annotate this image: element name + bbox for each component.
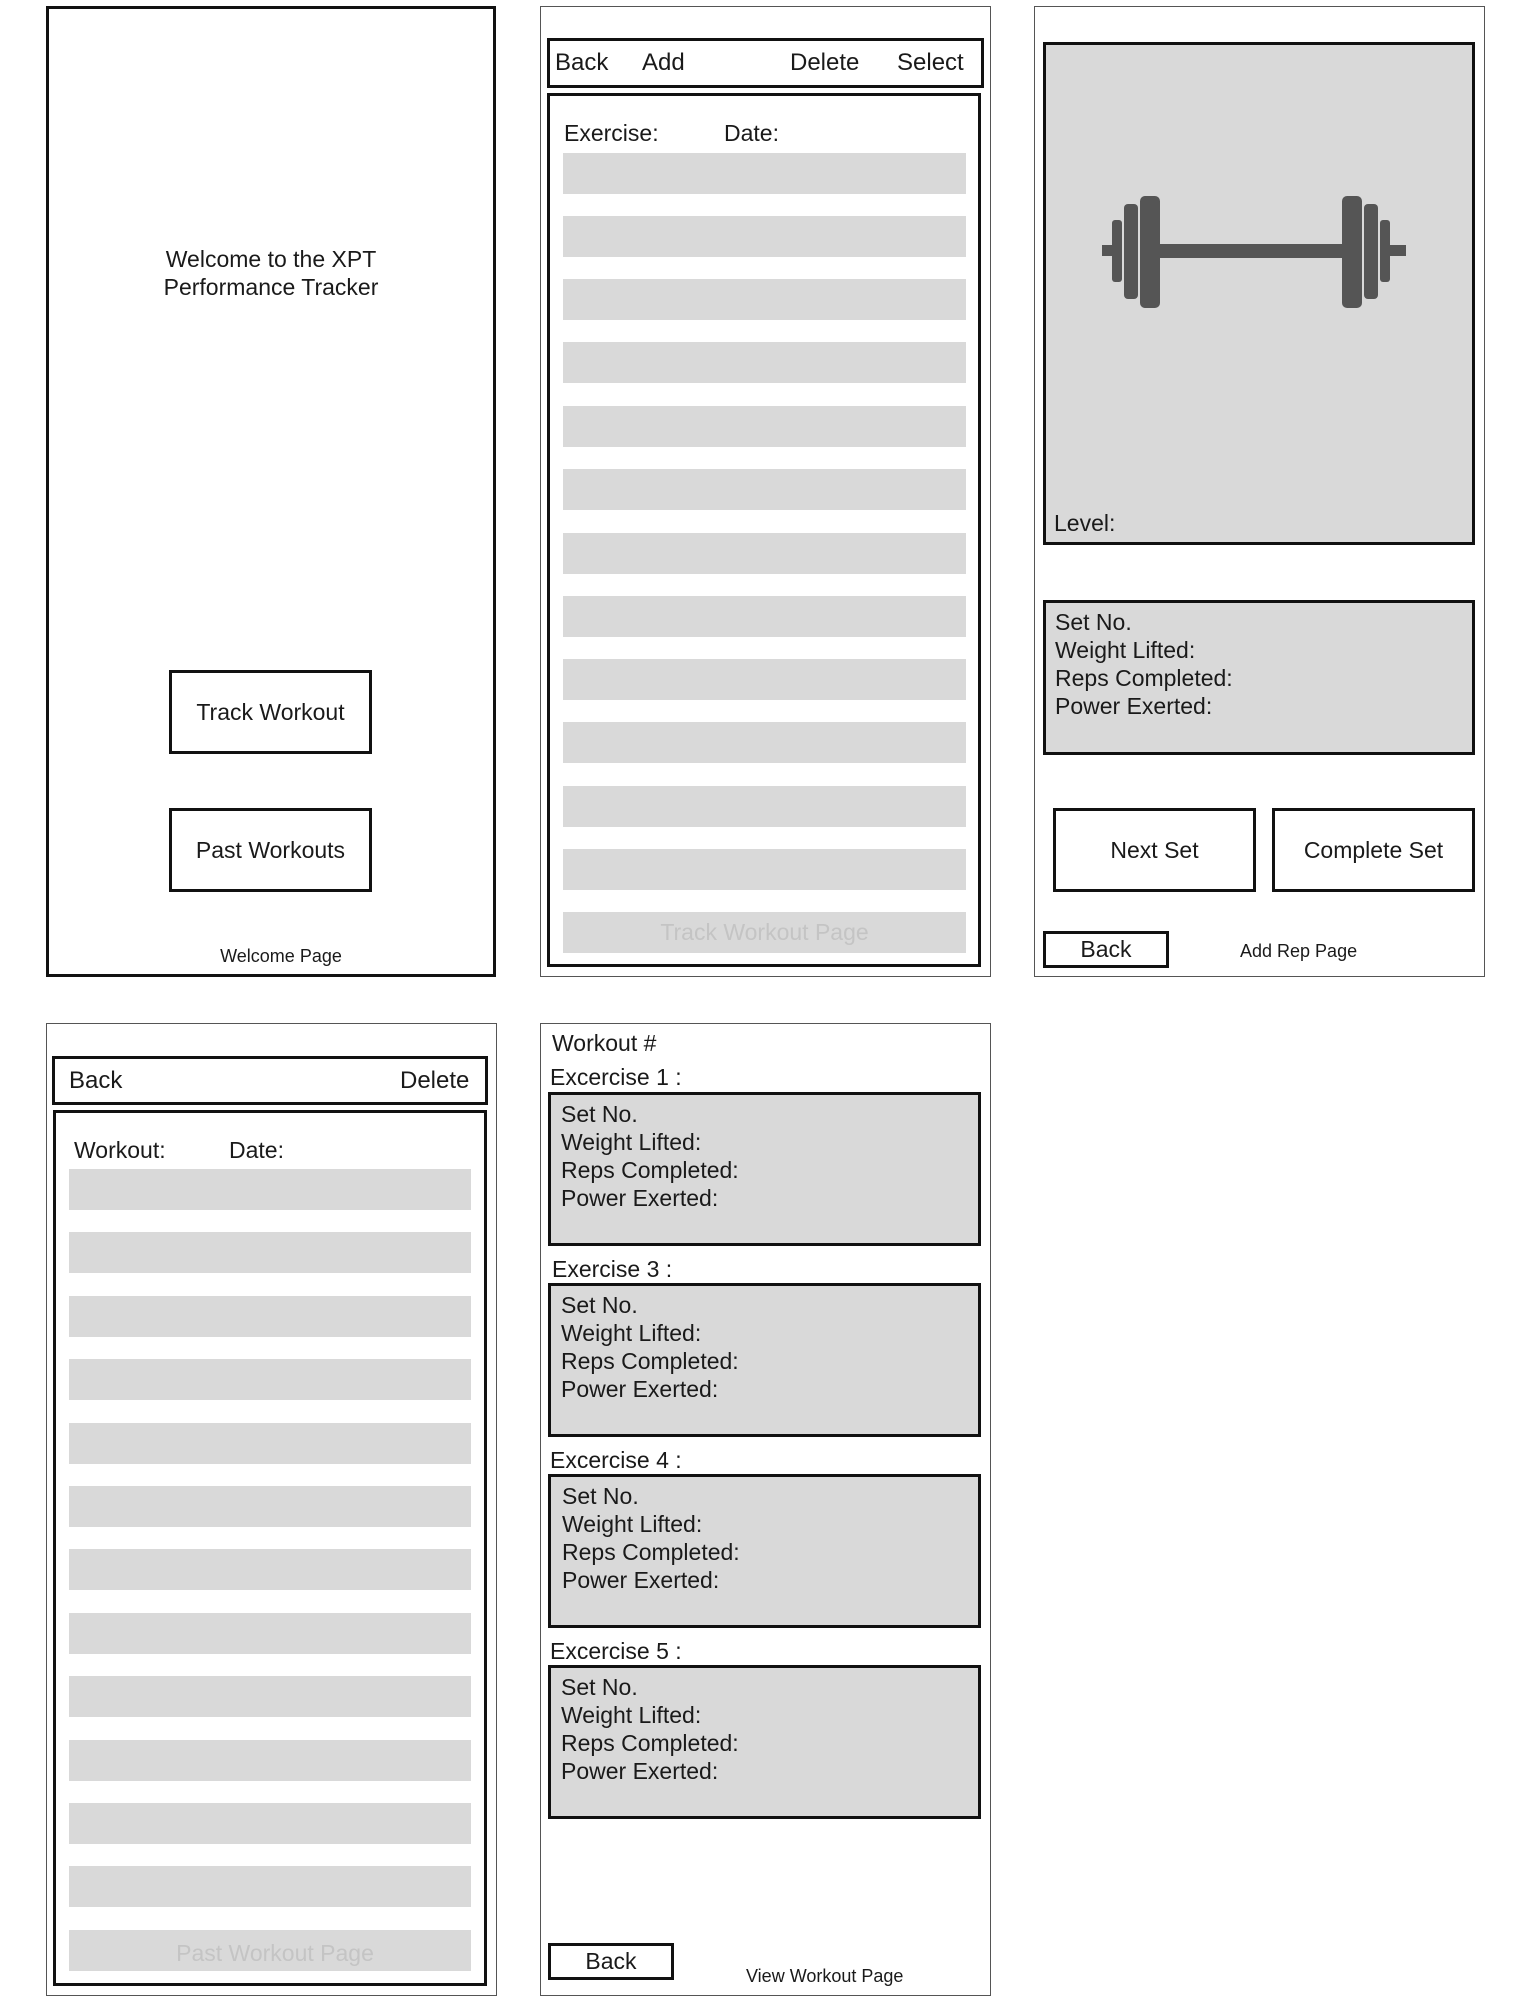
exercise-set-panel — [548, 1665, 981, 1819]
weight-lifted-label: Weight Lifted: — [1055, 637, 1196, 663]
track-exercise-header: Exercise: — [564, 120, 659, 146]
track-date-header: Date: — [724, 120, 779, 146]
reps-completed-label: Reps Completed: — [561, 1730, 739, 1756]
list-item[interactable] — [69, 1866, 471, 1907]
list-item[interactable] — [563, 342, 966, 383]
power-exerted-label: Power Exerted: — [561, 1185, 719, 1211]
exercise-section-label: Exercise 3 : — [552, 1256, 673, 1282]
track-delete-button[interactable]: Delete — [790, 49, 860, 76]
track-select-button[interactable]: Select — [897, 49, 964, 76]
power-exerted-label: Power Exerted: — [562, 1567, 720, 1593]
list-item[interactable] — [69, 1296, 471, 1337]
workout-title: Workout # — [552, 1030, 657, 1056]
power-exerted-label: Power Exerted: — [561, 1376, 719, 1402]
weight-lifted-label: Weight Lifted: — [562, 1511, 703, 1537]
view-workout-page-caption: View Workout Page — [746, 1966, 904, 1986]
exercise-section-label: Excercise 1 : — [550, 1064, 682, 1090]
exercise-set-panel — [548, 1474, 981, 1628]
list-item[interactable] — [563, 406, 966, 447]
list-item[interactable] — [69, 1232, 471, 1273]
exercise-set-panel — [548, 1092, 981, 1246]
set-no-label: Set No. — [561, 1292, 638, 1318]
list-item[interactable] — [563, 722, 966, 763]
past-delete-button[interactable]: Delete — [400, 1067, 470, 1094]
list-item[interactable] — [69, 1486, 471, 1527]
weight-lifted-label: Weight Lifted: — [561, 1129, 702, 1155]
past-back-button[interactable]: Back — [69, 1067, 123, 1094]
list-item[interactable] — [563, 216, 966, 257]
set-info-panel — [1043, 600, 1475, 755]
power-exerted-label: Power Exerted: — [1055, 693, 1213, 719]
past-workout-header: Workout: — [74, 1137, 166, 1163]
past-workout-page-caption: Past Workout Page — [176, 1940, 374, 1966]
weight-lifted-label: Weight Lifted: — [561, 1320, 702, 1346]
reps-completed-label: Reps Completed: — [562, 1539, 740, 1565]
list-item[interactable] — [69, 1676, 471, 1717]
reps-completed-label: Reps Completed: — [561, 1157, 739, 1183]
list-item[interactable] — [563, 153, 966, 194]
level-label: Level: — [1054, 510, 1116, 536]
list-item[interactable] — [563, 596, 966, 637]
set-no-label: Set No. — [1055, 609, 1132, 635]
welcome-title-line2: Performance Tracker — [163, 274, 379, 300]
power-exerted-label: Power Exerted: — [561, 1758, 719, 1784]
list-item[interactable] — [563, 533, 966, 574]
set-no-label: Set No. — [561, 1674, 638, 1700]
list-item[interactable] — [563, 659, 966, 700]
list-item[interactable] — [69, 1423, 471, 1464]
next-set-button[interactable]: Next Set — [1053, 808, 1256, 892]
set-no-label: Set No. — [561, 1101, 638, 1127]
set-no-label: Set No. — [562, 1483, 639, 1509]
list-item[interactable] — [69, 1613, 471, 1654]
list-item[interactable] — [563, 469, 966, 510]
list-item[interactable] — [563, 279, 966, 320]
past-date-header: Date: — [229, 1137, 284, 1163]
list-item[interactable] — [69, 1359, 471, 1400]
track-add-button[interactable]: Add — [642, 49, 685, 76]
barbell-icon — [1100, 190, 1420, 315]
track-back-button[interactable]: Back — [555, 49, 609, 76]
list-item[interactable] — [563, 849, 966, 890]
add-rep-page-caption: Add Rep Page — [1240, 941, 1358, 961]
welcome-title-line1: Welcome to the XPT — [165, 246, 377, 272]
welcome-page-caption: Welcome Page — [220, 946, 342, 966]
list-item[interactable] — [69, 1169, 471, 1210]
track-workout-page-caption: Track Workout Page — [660, 919, 869, 945]
weight-lifted-label: Weight Lifted: — [561, 1702, 702, 1728]
complete-set-button[interactable]: Complete Set — [1272, 808, 1475, 892]
view-back-button[interactable]: Back — [548, 1943, 674, 1980]
past-workouts-button[interactable]: Past Workouts — [169, 808, 372, 892]
exercise-set-panel — [548, 1283, 981, 1437]
exercise-section-label: Excercise 4 : — [550, 1447, 682, 1473]
list-item[interactable] — [69, 1740, 471, 1781]
list-item[interactable] — [69, 1549, 471, 1590]
list-item[interactable] — [69, 1803, 471, 1844]
track-workout-button[interactable]: Track Workout — [169, 670, 372, 754]
list-item[interactable] — [563, 786, 966, 827]
reps-completed-label: Reps Completed: — [561, 1348, 739, 1374]
add-rep-back-button[interactable]: Back — [1043, 931, 1169, 968]
reps-completed-label: Reps Completed: — [1055, 665, 1233, 691]
exercise-section-label: Excercise 5 : — [550, 1638, 682, 1664]
